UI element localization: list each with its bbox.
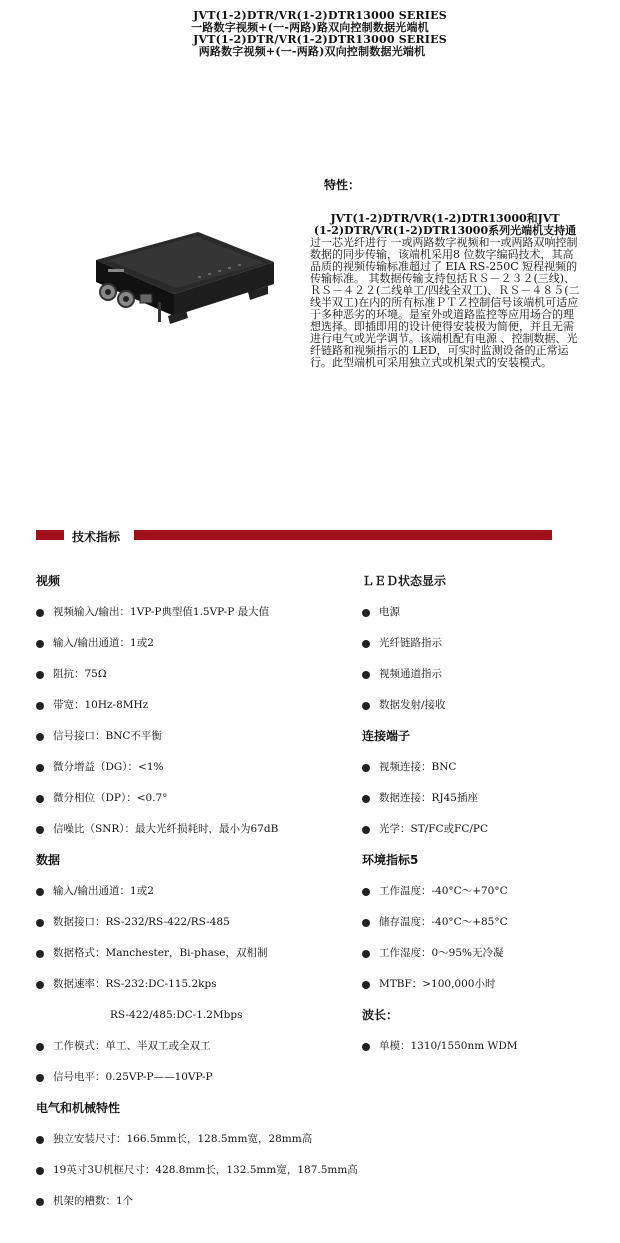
spec-text: 信噪比（SNR）：最大光纤损耗时，最小为67dB — [53, 823, 279, 835]
spec-item — [36, 783, 346, 814]
spec-text: 视频 — [36, 574, 61, 588]
spec-text: 独立安装尺寸：166.5mm长，128.5mm宽，28mm高 — [53, 1133, 313, 1145]
bullet-icon — [36, 1074, 44, 1082]
spec-item — [36, 969, 346, 1000]
spec-text: 机架的槽数：1个 — [53, 1195, 134, 1207]
spec-item — [362, 1031, 602, 1062]
spec-item — [362, 659, 602, 690]
bullet-icon — [362, 888, 370, 896]
bullet-icon — [36, 950, 44, 958]
bullet-icon — [36, 1043, 44, 1051]
bullet-icon — [36, 609, 44, 617]
header-line-4: 两路数字视频+(一-两路)双向控制数据光端机 — [198, 45, 426, 58]
spec-text: 19英寸3U机框尺寸：428.8mm长，132.5mm宽，187.5mm高 — [53, 1164, 358, 1176]
spec-text: 输入/输出通道：1或2 — [53, 637, 154, 649]
spec-left-column — [36, 566, 358, 1217]
bullet-icon — [362, 671, 370, 679]
bullet-icon — [362, 981, 370, 989]
spec-text: 储存温度：-40°C～+85°C — [379, 916, 508, 928]
bullet-icon — [36, 795, 44, 803]
spec-text: 带宽：10Hz-8MHz — [53, 699, 149, 711]
spec-item — [362, 938, 602, 969]
spec-text: 电源 — [379, 606, 400, 618]
spec-text: 数据接口：RS-232/RS-422/RS-485 — [53, 916, 230, 928]
spec-text: 微分增益（DG）：<1% — [53, 761, 164, 773]
spec-text: 数据格式：Manchester，Bi-phase，双相制 — [53, 947, 268, 959]
spec-item — [362, 752, 602, 783]
spec-bar-right-accent — [134, 530, 552, 540]
features-title: 特性： — [324, 178, 361, 192]
spec-item — [362, 597, 602, 628]
spec-section-bar — [36, 528, 552, 542]
spec-text: 信号电平：0.25VP-P——10VP-P — [53, 1071, 213, 1083]
bullet-icon — [362, 950, 370, 958]
spec-item — [36, 814, 346, 845]
spec-item — [362, 628, 602, 659]
bullet-icon — [36, 1136, 44, 1144]
spec-text: 光学：ST/FC或FC/PC — [379, 823, 489, 835]
spec-text: ＬＥＤ状态显示 — [362, 574, 447, 588]
spec-text: 信号接口：BNC不平衡 — [53, 730, 162, 742]
bullet-icon — [362, 609, 370, 617]
spec-section-title — [362, 721, 602, 752]
spec-right-column — [362, 566, 602, 1062]
bullet-icon — [36, 764, 44, 772]
spec-text: 光纤链路指示 — [379, 637, 442, 649]
spec-item — [36, 628, 346, 659]
spec-text: 工作湿度：0～95%无冷凝 — [379, 947, 504, 959]
spec-item — [362, 969, 602, 1000]
spec-text: 数据 — [36, 853, 61, 867]
spec-item — [36, 659, 346, 690]
spec-text: MTBF：>100,000小时 — [379, 978, 496, 990]
spec-section-title — [362, 566, 602, 597]
spec-text: 阻抗：75Ω — [53, 668, 107, 680]
bullet-icon — [36, 702, 44, 710]
bullet-icon — [362, 826, 370, 834]
spec-text: 环境指标5 — [362, 853, 419, 867]
spec-section-title — [362, 845, 602, 876]
spec-item — [36, 1031, 346, 1062]
features-block — [310, 176, 580, 369]
spec-text: 视频连接：BNC — [379, 761, 457, 773]
spec-item — [36, 752, 346, 783]
spec-text: 数据发射/接收 — [379, 699, 446, 711]
spec-section-title — [36, 566, 346, 597]
features-body: 过一芯光纤进行 一或两路数字视频和一或两路双响控制数据的同步传输，该端机采用8 位数字编码技术，其高品质的视频传输标准超过了 EIA RS-250C 短程视频的传输标准。 其数据传输支持包括ＲＳ－２３２(三线)、ＲＳ－４２２(二线单工/四线全双工)、ＲＳ－４８５(二线半双工)在内的所有标准ＰＴＺ控制信号该端机可适应于多种恶劣的环境。是室外或道路监控等应用场合的理想选择。即插即用的设计使得安装极为简便，并且无需进行电气或光学调节。该端机配有电源 、控制数据、光纤链路和视频指示的 LED，可实时监测设备的正常运行。此型端机可采用独立式或机架式的安装模式。 — [310, 236, 580, 369]
spec-item — [362, 876, 602, 907]
bullet-icon — [36, 826, 44, 834]
bullet-icon — [362, 919, 370, 927]
spec-item — [36, 597, 346, 628]
spec-item — [362, 814, 602, 845]
spec-text: 波长： — [362, 1008, 399, 1022]
features-subtitle-1: JVT(1-2)DTR/VR(1-2)DTR13000和JVT — [330, 212, 560, 225]
product-photo — [78, 232, 278, 332]
header-line-2: 一路数字视频+(一-两路)路双向控制数据光端机 — [191, 21, 429, 34]
header-line-3: JVT(1-2)DTR/VR(1-2)DTR13000 SERIES — [193, 33, 447, 46]
spec-item — [36, 1155, 358, 1186]
bullet-icon — [362, 764, 370, 772]
spec-item — [362, 690, 602, 721]
spec-text: 视频输入/输出：1VP-P典型值1.5VP-P 最大值 — [53, 606, 270, 618]
spec-text: 工作温度：-40°C～+70°C — [379, 885, 508, 897]
header-line-1: JVT(1-2)DTR/VR(1-2)DTR13000 SERIES — [193, 9, 447, 22]
spec-bar-left-accent — [36, 530, 64, 540]
spec-item — [36, 1186, 346, 1217]
spec-item — [36, 721, 346, 752]
spec-section-title — [36, 1093, 346, 1124]
bullet-icon — [36, 1198, 44, 1206]
bullet-icon — [362, 1043, 370, 1051]
bullet-icon — [362, 640, 370, 648]
spec-text: 数据速率：RS-232:DC-115.2kps — [53, 978, 217, 990]
bullet-icon — [36, 888, 44, 896]
spec-item — [36, 1124, 346, 1155]
spec-text: 微分相位（DP）：<0.7° — [53, 792, 168, 804]
bullet-icon — [36, 640, 44, 648]
bullet-icon — [36, 981, 44, 989]
spec-item-continuation — [36, 1000, 346, 1031]
spec-item — [36, 876, 346, 907]
bullet-icon — [36, 1167, 44, 1175]
page-header — [0, 10, 620, 58]
spec-section-title — [36, 845, 346, 876]
spec-text: 视频通道指示 — [379, 668, 442, 680]
bullet-icon — [362, 795, 370, 803]
spec-text: 输入/输出通道：1或2 — [53, 885, 154, 897]
bullet-icon — [36, 919, 44, 927]
bullet-icon — [362, 702, 370, 710]
bullet-icon — [36, 733, 44, 741]
spec-section-title — [362, 1000, 602, 1031]
spec-text: 连接端子 — [362, 729, 411, 743]
spec-item — [36, 690, 346, 721]
spec-item — [36, 1062, 346, 1093]
spec-text: 单模：1310/1550nm WDM — [379, 1040, 518, 1052]
features-subtitle-2: (1-2)DTR/VR(1-2)DTR13000系列光端机支持通 — [313, 224, 577, 237]
spec-text: RS-422/485:DC-1.2Mbps — [110, 1009, 243, 1021]
spec-item — [362, 783, 602, 814]
spec-text: 工作模式：单工、半双工或全双工 — [53, 1040, 211, 1052]
spec-item — [36, 907, 346, 938]
spec-text: 电气和机械特性 — [36, 1101, 121, 1115]
spec-item — [36, 938, 346, 969]
spec-text: 数据连接：RJ45插座 — [379, 792, 478, 804]
spec-item — [362, 907, 602, 938]
spec-bar-label: 技术指标 — [72, 530, 121, 544]
bullet-icon — [36, 671, 44, 679]
